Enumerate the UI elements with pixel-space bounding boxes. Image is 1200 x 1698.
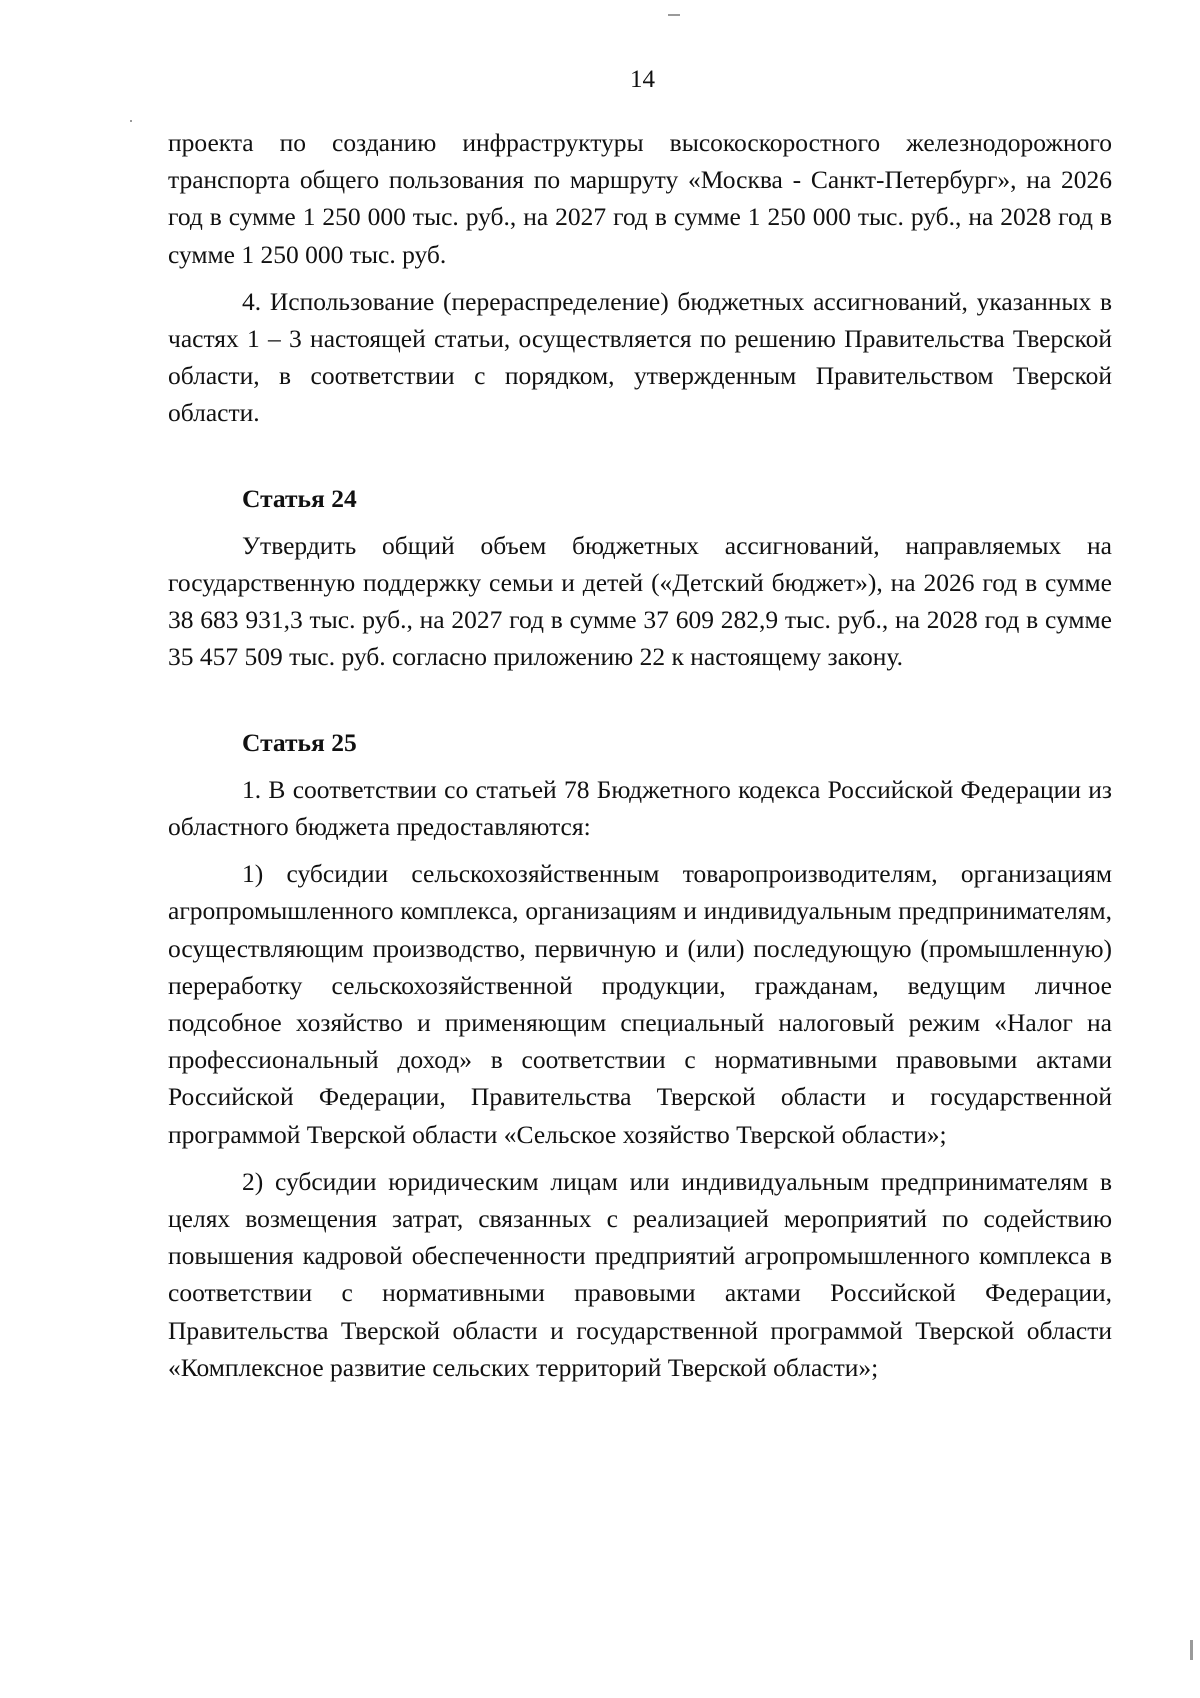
scan-speck [1190,1640,1193,1660]
scan-speck [668,14,680,16]
scan-speck [130,120,132,122]
article-25-subitem-1: 1) субсидии сельскохозяйственным товаропроизводителям, организациям агропромышленного комплекса, организациям и индивидуальным предпринимателям, осуществляющим производство, первичную и (или) последующую (промышленную) переработку сельскохозяйственной продукции, гражданам, ведущим личное подсобное хозяйство и применяющим специальный налоговый режим «Налог на профессиональный доход» в соответствии с нормативными правовыми актами Российской Федерации, Правительства Тверской области и государственной программой Тверской области «Сельское хозяйство Тверской области»; [168,859,1112,1149]
page-number: 14 [630,66,655,93]
paragraph-item-4: 4. Использование (перераспределение) бюджетных ассигнований, указанных в частях 1 – 3 настоящей статьи, осуществляется по решению Правительства Тверской области, в соответствии с порядком, утвержденным Правительством Тверской области. [168,286,1112,428]
article-24-heading: Статья 24 [242,483,357,513]
paragraph-continuation: проекта по созданию инфраструктуры высокоскоростного железнодорожного транспорта общего пользования по маршруту «Москва - Санкт-Петербург», на 2026 год в сумме 1 250 000 тыс. руб., на 2027 год в сумме 1 250 000 тыс. руб., на 2028 год в сумме 1 250 000 тыс. руб. [168,128,1112,269]
article-25-heading: Статья 25 [242,727,357,757]
article-24-text: Утвердить общий объем бюджетных ассигнований, направляемых на государственную поддержку семьи и детей («Детский бюджет»), на 2026 год в сумме 38 683 931,3 тыс. руб., на 2027 год в сумме 37 609 282,9 тыс. руб., на 2028 год в сумме 35 457 509 тыс. руб. согласно приложению 22 к настоящему закону. [168,530,1112,672]
article-25-subitem-2: 2) субсидии юридическим лицам или индивидуальным предпринимателям в целях возмещения затрат, связанных с реализацией мероприятий по содействию повышения кадровой обеспеченности предприятий агропромышленного комплекса в соответствии с нормативными правовыми актами Российской Федерации, Правительства Тверской области и государственной программой Тверской области «Комплексное развитие сельских территорий Тверской области»; [168,1166,1112,1382]
article-25-paragraph-1: 1. В соответствии со статьей 78 Бюджетного кодекса Российской Федерации из областного бюджета предоставляются: [168,774,1112,842]
document-body [168,124,1112,1386]
